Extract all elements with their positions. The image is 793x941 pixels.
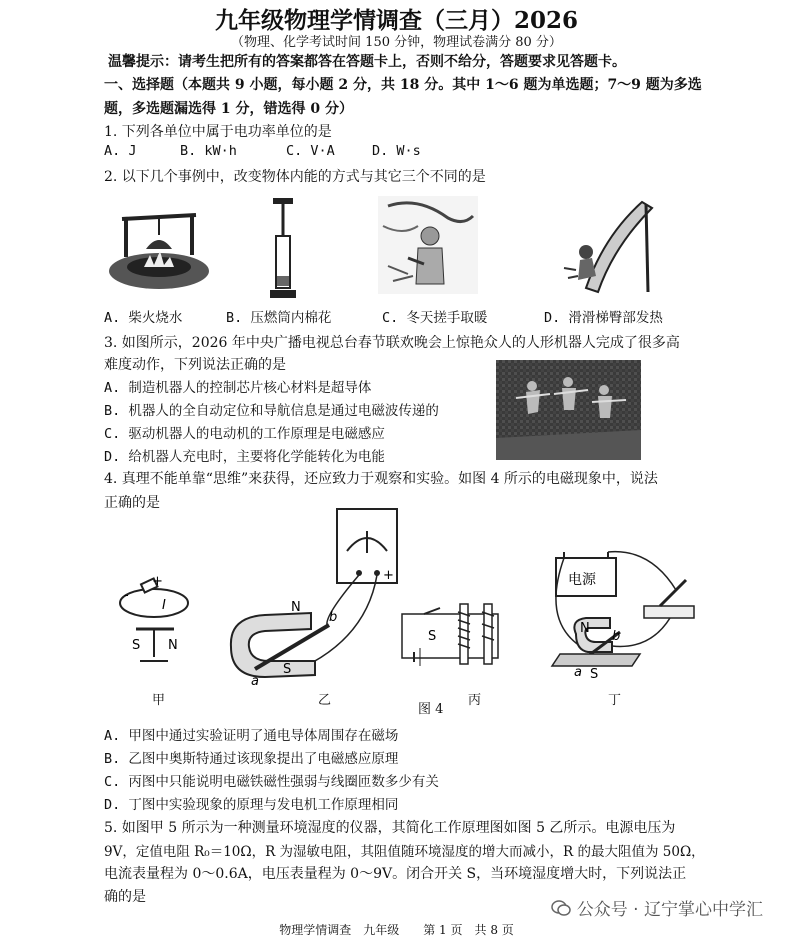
q2-figure-slide (556, 196, 656, 296)
fig4-label-ding: 丁 (608, 693, 622, 708)
q4-line2: 正确的是 (104, 495, 160, 511)
q5-line4: 确的是 (104, 889, 146, 905)
wechat-icon (551, 899, 571, 917)
fig-ding-a: a (574, 665, 582, 680)
q5-line3: 电流表量程为 0～0.6A，电压表量程为 0～9V。闭合开关 S，当环境湿度增大时，下列说法正 (104, 866, 687, 882)
fig-jia-current: I (162, 598, 166, 613)
figure4-yi (225, 505, 403, 685)
q2-figure-rubbing-hands (378, 196, 478, 294)
page-title: 九年级物理学情调查（三月）2026 (214, 7, 578, 34)
q2-option-c: C. 冬天搓手取暖 (382, 310, 488, 326)
fig-yi-plus: + (383, 568, 394, 583)
fig-ding-s: S (590, 667, 599, 680)
q4-option-c: C. 丙图中只能说明电磁铁磁性强弱与线圈匝数多少有关 (104, 774, 439, 790)
fig4-label-yi: 乙 (318, 693, 332, 708)
q5-line2: 9V，定值电阻 R₀＝10Ω，R 为湿敏电阻，其阻值随环境湿度的增大而减小，R 的最大阻值为 50Ω， (104, 844, 705, 860)
q2-option-a: A. 柴火烧水 (104, 310, 183, 326)
q4-option-d: D. 丁图中实验现象的原理与发电机工作原理相同 (104, 797, 399, 813)
q3-option-a: A. 制造机器人的控制芯片核心材料是超导体 (104, 380, 372, 396)
watermark-text: 公众号 · 辽宁掌心中学汇 (576, 900, 763, 920)
fig-jia-s: S (132, 638, 141, 653)
figure4-jia (112, 575, 202, 667)
q1-option-d: D. W·s (372, 143, 421, 159)
q2-option-d: D. 滑滑梯臀部发热 (544, 310, 663, 326)
q2-stem: 2. 以下几个事例中，改变物体内能的方式与其它三个不同的是 (104, 169, 486, 185)
section-heading-line2: 题，多选题漏选得 1 分，错选得 0 分） (104, 101, 353, 117)
q4-line1: 4. 真理不能单靠“思维”来获得，还应致力于观察和实验。如图 4 所示的电磁现象中，说法 (104, 471, 658, 487)
fig-yi-n: N (291, 600, 301, 615)
fig4-label-jia: 甲 (152, 693, 166, 708)
fig-yi-a: a (251, 674, 259, 685)
fig-ding-n: N (580, 621, 590, 636)
q2-figure-fire-kettle (104, 205, 216, 297)
fig-ding-power-label: 电源 (568, 572, 596, 588)
q1-stem: 1. 下列各单位中属于电功率单位的是 (104, 124, 332, 140)
q1-option-c: C. V·A (286, 143, 335, 159)
q3-option-d: D. 给机器人充电时，主要将化学能转化为电能 (104, 449, 385, 465)
wechat-watermark (551, 895, 763, 920)
fig-bing-s: S (428, 629, 437, 644)
q5-line1: 5. 如图甲 5 所示为一种测量环境湿度的仪器，其简化工作原理图如图 5 乙所示。电源电压为 (104, 820, 676, 836)
q3-option-c: C. 驱动机器人的电动机的工作原理是电磁感应 (104, 426, 385, 442)
page-footer: 物理学情调查 九年级 第 1 页 共 8 页 (279, 923, 514, 937)
fig-jia-plus: + (152, 575, 163, 589)
figure4-bing (400, 598, 514, 670)
q1-option-a: A. J (104, 143, 137, 159)
fig-ding-b: b (612, 629, 621, 644)
fig4-caption: 图 4 (418, 702, 444, 717)
fig-jia-n: N (168, 638, 178, 653)
exam-subtitle: （物理、化学考试时间 150 分钟，物理试卷满分 80 分） (231, 35, 562, 50)
warm-hint: 温馨提示：请考生把所有的答案都答在答题卡上，否则不给分，答题要求见答题卡。 (108, 54, 626, 70)
q2-figure-compression-tube (270, 196, 296, 302)
q3-line2: 难度动作，下列说法正确的是 (104, 357, 286, 373)
fig-yi-b: b (329, 610, 338, 625)
q4-option-b: B. 乙图中奥斯特通过该现象提出了电磁感应原理 (104, 751, 399, 767)
fig-jia-minus: - (124, 588, 129, 603)
q3-line1: 3. 如图所示，2026 年中央广播电视总台春节联欢晚会上惊艳众人的人形机器人完成了很多高 (104, 335, 680, 351)
q1-option-b: B. kW·h (180, 143, 237, 159)
fig-yi-s: S (283, 662, 292, 677)
fig4-label-bing: 丙 (468, 693, 482, 708)
figure4-ding (540, 550, 700, 680)
q3-robot-photo (496, 360, 641, 460)
section-heading-line1: 一、选择题（本题共 9 小题，每小题 2 分，共 18 分。其中 1～6 题为单选题；7～9 题为多选 (104, 77, 702, 93)
q4-option-a: A. 甲图中通过实验证明了通电导体周围存在磁场 (104, 728, 399, 744)
q3-option-b: B. 机器人的全自动定位和导航信息是通过电磁波传递的 (104, 403, 439, 419)
q2-option-b: B. 压燃筒内棉花 (226, 310, 332, 326)
